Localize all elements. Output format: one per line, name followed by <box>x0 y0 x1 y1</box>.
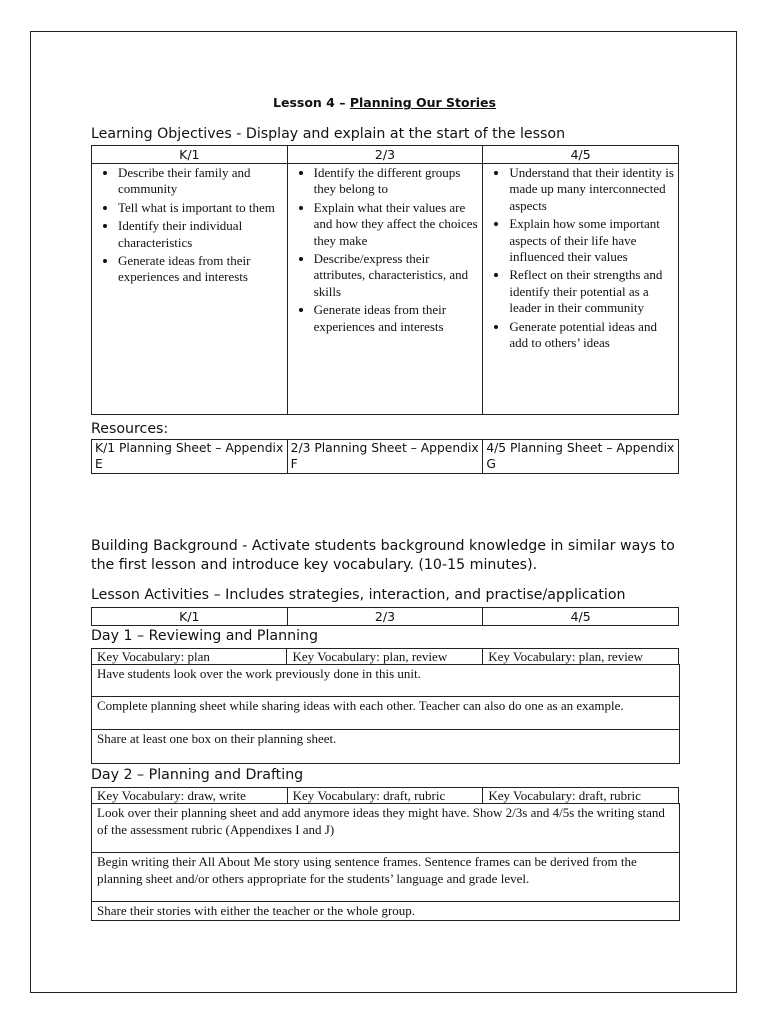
day2-activity-row: Begin writing their All About Me story using sentence frames. Sentence frames can be derived from the planning sheet and/or others appropriate for the students’ language and grade level. <box>91 852 680 902</box>
objective-item: • Describe/express their attributes, characteristics, and skills <box>314 251 479 300</box>
objective-item: • Identify the different groups they belong to <box>314 165 479 198</box>
day2-activity-row: Share their stories with either the teacher or the whole group. <box>91 901 680 921</box>
objective-item: • Generate ideas from their experiences and interests <box>118 253 283 286</box>
lesson-title-topic: Planning Our Stories <box>349 95 496 110</box>
lesson-title-prefix: Lesson 4 – <box>273 95 350 110</box>
objective-item: • Explain what their values are and how they affect the choices they make <box>314 200 479 249</box>
day1-activity-row: Have students look over the work previously done in this unit. <box>91 664 680 697</box>
day1-activity-row: Complete planning sheet while sharing ideas with each other. Teacher can also do one as an example. <box>91 696 680 730</box>
day2-vocab-23: Key Vocabulary: draft, rubric <box>287 788 483 804</box>
day1-activity-row: Share at least one box on their planning sheet. <box>91 729 680 764</box>
lesson-title <box>31 95 738 110</box>
activities-heading: Lesson Activities – Includes strategies, interaction, and practise/application <box>91 587 626 603</box>
objective-item: • Describe their family and community <box>118 165 283 198</box>
day2-heading: Day 2 – Planning and Drafting <box>91 767 304 783</box>
objectives-col-header-23: 2/3 <box>287 146 483 164</box>
activities-col-header-23: 2/3 <box>287 608 483 626</box>
objectives-col-header-45: 4/5 <box>483 146 679 164</box>
objectives-cell-23 <box>287 164 483 415</box>
document-page <box>30 31 737 993</box>
objective-item: • Identify their individual characteristics <box>118 218 283 251</box>
day1-vocab-45: Key Vocabulary: plan, review <box>483 649 679 665</box>
day1-vocab-23: Key Vocabulary: plan, review <box>287 649 483 665</box>
objective-item: • Explain how some important aspects of their life have influenced their values <box>509 216 674 265</box>
resource-cell-23: 2/3 Planning Sheet – Appendix F <box>287 440 483 474</box>
day2-vocab-k1: Key Vocabulary: draw, write <box>92 788 288 804</box>
objectives-table <box>91 145 679 415</box>
objectives-cell-45 <box>483 164 679 415</box>
objective-item: • Reflect on their strengths and identify their potential as a leader in their community <box>509 267 674 316</box>
objective-item: • Generate ideas from their experiences and interests <box>314 302 479 335</box>
activities-col-header-45: 4/5 <box>483 608 679 626</box>
resources-table <box>91 439 679 474</box>
day1-vocab-k1: Key Vocabulary: plan <box>92 649 287 665</box>
activities-col-header-k1: K/1 <box>92 608 288 626</box>
resources-heading: Resources: <box>91 421 169 437</box>
day2-vocab-table <box>91 787 679 804</box>
day1-heading: Day 1 – Reviewing and Planning <box>91 628 319 644</box>
day1-vocab-table <box>91 648 679 665</box>
objectives-heading: Learning Objectives - Display and explain at the start of the lesson <box>91 126 566 142</box>
activities-header-table <box>91 607 679 626</box>
day2-vocab-45: Key Vocabulary: draft, rubric <box>483 788 679 804</box>
objective-item: • Generate potential ideas and add to others’ ideas <box>509 319 674 352</box>
objective-item: • Understand that their identity is made up many interconnected aspects <box>509 165 674 214</box>
building-background-text: Building Background - Activate students background knowledge in similar ways to the first lesson and introduce key vocabulary. (10-15 minutes). <box>91 538 675 573</box>
objectives-col-header-k1: K/1 <box>92 146 288 164</box>
resource-cell-45: 4/5 Planning Sheet – Appendix G <box>483 440 679 474</box>
day2-activity-row: Look over their planning sheet and add anymore ideas they might have. Show 2/3s and 4/5s the writing stand of the assessment rubric (Appendixes I and J) <box>91 803 680 853</box>
objective-item: • Tell what is important to them <box>118 200 283 216</box>
resource-cell-k1: K/1 Planning Sheet – Appendix E <box>92 440 288 474</box>
objectives-cell-k1 <box>92 164 288 415</box>
